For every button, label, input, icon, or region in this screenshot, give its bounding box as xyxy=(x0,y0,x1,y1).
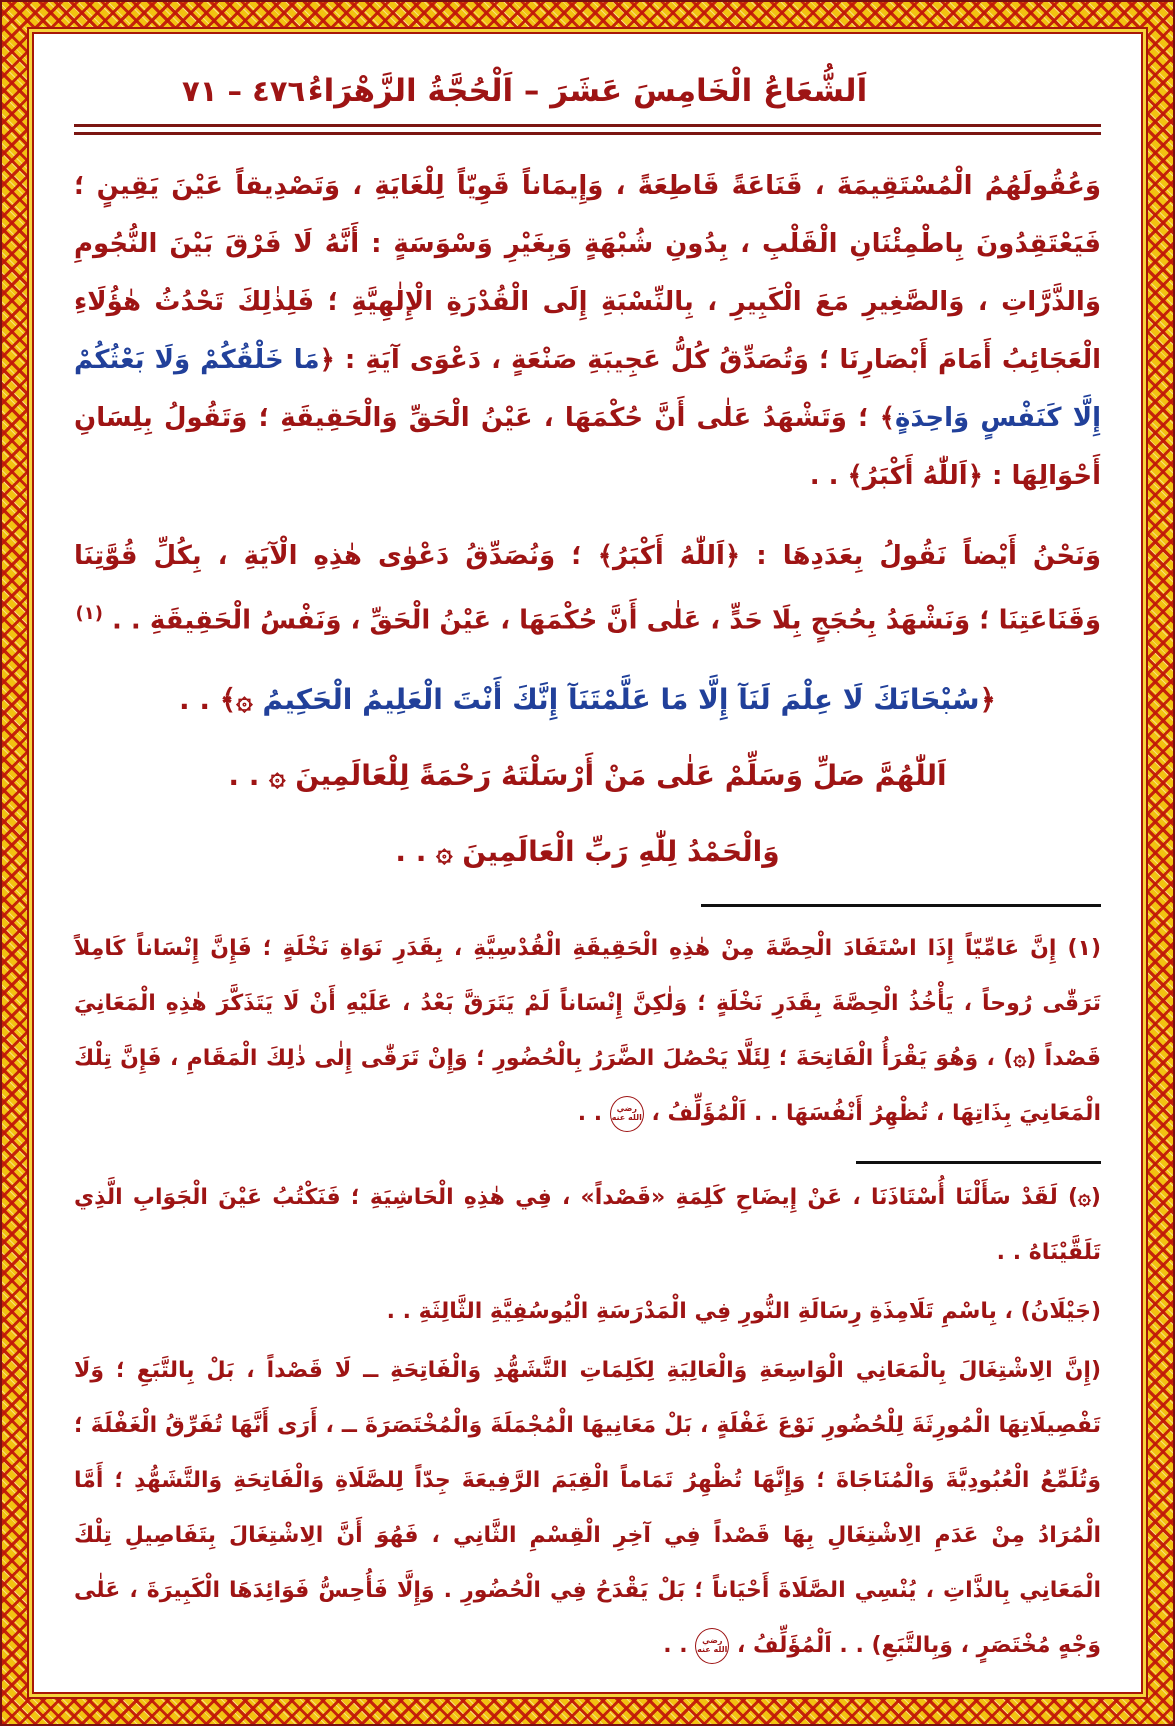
footnote-separator-2 xyxy=(856,1161,1101,1164)
centered-quran-verse xyxy=(74,674,1101,726)
footnote-1-text: (١) إِنَّ عَامِّيّاً إِذَا اسْتَفَادَ الْحِصَّةَ مِنْ هٰذِهِ الْحَقِيقَةِ الْقُدْسِيَّةِ ، بِقَدَرِ نَوَاةِ نَخْلَةٍ ؛ فَإِنَّ إِنْسَاناً كَامِلاً تَرَقّٰى رُوحاً ، يَأْخُذُ الْحِصَّةَ بِقَدَرِ نَخْلَةٍ ؛ وَلٰكِنَّ إِنْسَاناً لَمْ يَتَرَقَّ بَعْدُ ، عَلَيْهِ أَنْ لَا يَتَذَكَّرَ هٰذِهِ الْمَعَانِيَ قَصْداً (۞) ، وَهُوَ يَقْرَأُ الْفَاتِحَةَ ؛ لِئَلَّا يَحْصُلَ الضَّرَرُ بِالْحُضُورِ ؛ وَإِنْ تَرَقّٰى إِلٰى ذٰلِكَ الْمَقَامِ ، فَإِنَّ تِلْكَ الْمَعَانِيَ بِذَاتِهَا ، تُظْهِرُ أَنْفُسَهَا . . اَلْمُؤَلِّفُ ، xyxy=(74,935,1101,1126)
salawat-line: اَللّٰهُمَّ صَلِّ وَسَلِّمْ عَلٰى مَنْ أَرْسَلْتَهُ رَحْمَةً لِلْعَالَمِينَ ۞ . . xyxy=(228,758,947,792)
page-sheet xyxy=(32,32,1143,1694)
quran-verse-centered: سُبْحَانَكَ لَا عِلْمَ لَنَآ إِلَّا مَا عَلَّمْتَنَآ إِنَّكَ أَنْتَ الْعَلِيمُ الْحَكِيمُ xyxy=(262,682,980,716)
paragraph-text-tail: ؛ وَتَشْهَدُ عَلٰى أَنَّ حُكْمَهَا ، عَيْنُ الْحَقِّ وَالْحَقِيقَةِ ؛ وَتَقُولُ بِلِسَانِ أَحْوَالِهَا : ﴿اَللّٰهُ أَكْبَرُ﴾ . . xyxy=(74,403,1101,491)
footnote-star-line-2: (جَيْلَانُ) ، بِاسْمِ تَلَامِذَةِ رِسَالَةِ النُّورِ فِي الْمَدْرَسَةِ الْيُوسُفِيَّةِ الثَّالِثَةِ . . xyxy=(386,1298,1101,1324)
footnote-star-text: (إِنَّ الِاشْتِغَالَ بِالْمَعَانِي الْوَاسِعَةِ وَالْعَالِيَةِ لِكَلِمَاتِ التَّشَهُّدِ وَالْفَاتِحَةِ ــ لَا قَصْداً ، بَلْ بِالتَّبَعِ ؛ وَلَا تَفْصِيلَاتِهَا الْمُورِثَةَ لِلْحُضُورِ نَوْعَ غَفْلَةٍ ، بَلْ مَعَانِيهَا الْمُجْمَلَةَ وَالْمُخْتَصَرَةَ ــ ، أَرَى أَنَّهَا تُفَرِّقُ الْغَفْلَةَ ؛ وَتُلَمِّعُ الْعُبُودِيَّةَ وَالْمُنَاجَاةَ ؛ وَإِنَّهَا تُظْهِرُ تَمَاماً الْقِيَمَ الرَّفِيعَةَ جِدّاً لِلصَّلَاةِ وَالْفَاتِحَةِ وَالتَّشَهُّدِ ؛ أَمَّا الْمُرَادُ مِنْ عَدَمِ الِاشْتِغَالِ بِهَا قَصْداً فِي آخِرِ الْقِسْمِ الثَّانِي ، فَهُوَ أَنَّ الِاشْتِغَالَ بِتَفَاصِيلِ تِلْكَ الْمَعَانِي بِالذَّاتِ ، يُنْسِي الصَّلَاةَ أَحْيَاناً ؛ بَلْ يَقْدَحُ فِي الْحُضُورِ . وَإِلَّا فَأُحِسُّ فَوَائِدَهَا الْكَبِيرَةَ ، عَلٰى وَجْهٍ مُخْتَصَرٍ ، وَبِالتَّبَعِ) . . اَلْمُؤَلِّفُ ، xyxy=(74,1357,1101,1658)
page-number: ٤٧٦ – ٧١ xyxy=(182,74,306,108)
footnote-separator-1 xyxy=(701,904,1101,907)
verse-bracket-open: ﴿ xyxy=(979,682,996,716)
footnote-star-line-1: (۞) لَقَدْ سَأَلْنَا أُسْتَاذَنَا ، عَنْ إِيضَاحِ كَلِمَةِ «قَصْداً» ، فِي هٰذِهِ الْحَاشِيَةِ ؛ فَنَكْتُبُ عَيْنَ الْجَوَابِ الَّذِي تَلَقَّيْنَاهُ . . xyxy=(74,1184,1101,1265)
verse-bracket-close: ﴾ xyxy=(879,403,895,433)
footnote-ref-1: (١) xyxy=(75,603,103,624)
footnote-star-tail: . . xyxy=(663,1632,696,1658)
hamdala-line: وَالْحَمْدُ لِلّٰهِ رَبِّ الْعَالَمِينَ ۞ . . xyxy=(395,834,780,868)
author-seal-icon: رضي الله عنه xyxy=(695,1628,729,1664)
body-paragraph-1 xyxy=(74,157,1101,505)
footnote-1-tail: . . xyxy=(577,1100,610,1126)
footnote-1 xyxy=(74,921,1101,1141)
ayah-rosette-icon: ۞ xyxy=(236,682,263,716)
page-title: اَلشُّعَاعُ الْخَامِسَ عَشَرَ – اَلْحُجَّةُ الزَّهْرَاءُ xyxy=(307,73,868,109)
body-paragraph-2 xyxy=(74,527,1101,650)
footnote-star-paragraph xyxy=(74,1343,1101,1673)
header-rule xyxy=(74,124,1101,135)
paragraph-text: وَنَحْنُ أَيْضاً نَقُولُ بِعَدَدِهَا : ﴿اَللّٰهُ أَكْبَرُ﴾ ؛ وَنُصَدِّقُ دَعْوٰى هٰذِهِ الْآيَةِ ، بِكُلِّ قُوَّتِنَا وَقَنَاعَتِنَا ؛ وَنَشْهَدُ بِحُجَجٍ بِلَا حَدٍّ ، عَلٰى أَنَّ حُكْمَهَا ، عَيْنُ الْحَقِّ ، وَنَفْسُ الْحَقِيقَةِ . . xyxy=(74,541,1101,636)
paragraph-text: وَعُقُولَهُمُ الْمُسْتَقِيمَةَ ، قَنَاعَةً قَاطِعَةً ، وَإِيمَاناً قَوِيّاً لِلْغَايَةِ ، وَتَصْدِيقاً عَيْنَ يَقِينٍ ؛ فَيَعْتَقِدُونَ بِاطْمِئْنَانِ الْقَلْبِ ، بِدُونِ شُبْهَةٍ وَبِغَيْرِ وَسْوَسَةٍ : أَنَّهُ لَا فَرْقَ بَيْنَ النُّجُومِ وَالذَّرَّاتِ ، وَالصَّغِيرِ مَعَ الْكَبِيرِ ، بِالنِّسْبَةِ إِلَى الْقُدْرَةِ الْإِلٰهِيَّةِ ؛ فَلِذٰلِكَ تَحْدُثُ هٰؤُلَاءِ الْعَجَائِبُ أَمَامَ أَبْصَارِنَا ؛ وَتُصَدِّقُ كُلُّ عَجِيبَةِ صَنْعَةٍ ، دَعْوَى آيَةِ : xyxy=(74,171,1102,375)
author-seal-icon: رضي الله عنه xyxy=(610,1096,644,1132)
page-header xyxy=(74,68,1101,114)
quran-verse-inline: مَا خَلْقُكُمْ وَلَا بَعْثُكُمْ إِلَّا كَنَفْسٍ وَاحِدَةٍ xyxy=(74,345,1101,433)
verse-bracket-open: ﴿ xyxy=(319,345,335,375)
verse-bracket-close: ﴾ . . xyxy=(179,682,237,716)
